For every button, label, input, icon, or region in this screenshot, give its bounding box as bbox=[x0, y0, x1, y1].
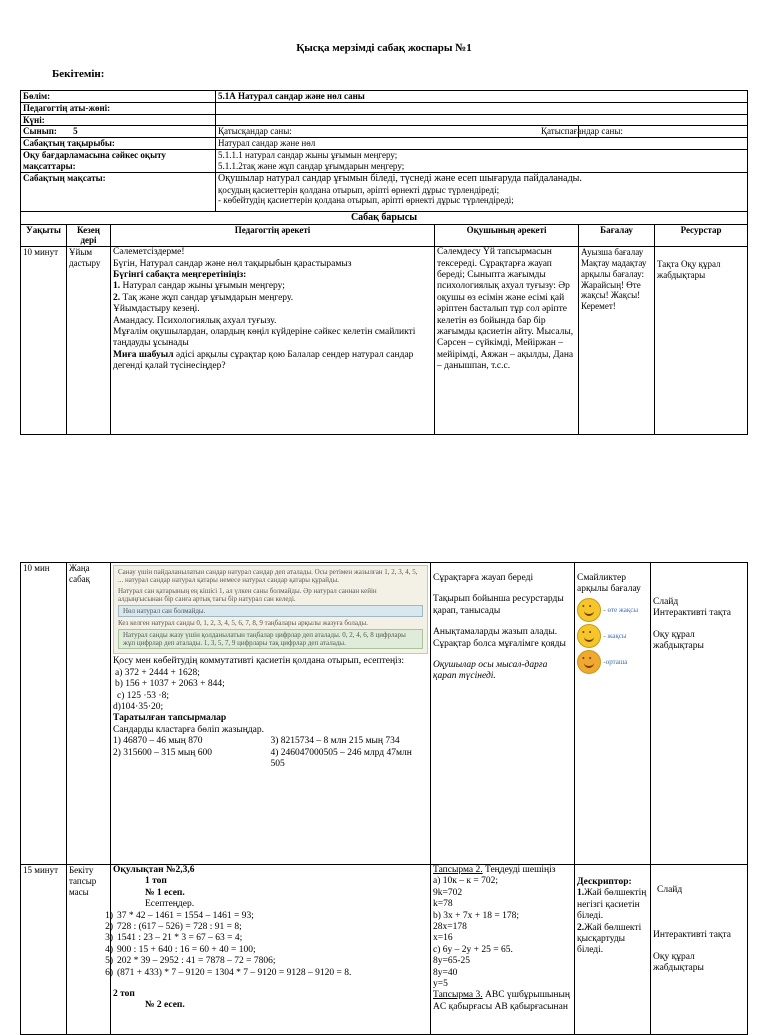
book-text-4: Кез келген натурал санды 0, 1, 2, 3, 4, 5, 6, 7, 8, 9 таңбалары арқылы жазуға болады. bbox=[118, 619, 368, 628]
topic-intro: Бүгін, Натурал сандар және нөл тақырыбын қарастырамыз bbox=[113, 258, 352, 269]
goal-3: - көбейтудің қасиеттерін қолдана отырып, әріпті өрнекті дұрыс түрлендіреді; bbox=[218, 195, 514, 206]
eq-10: y=5 bbox=[433, 978, 448, 989]
col-assess: Бағалау bbox=[579, 224, 655, 247]
class-label: Сынып: bbox=[23, 126, 57, 137]
row2-time: 10 мин bbox=[21, 563, 67, 865]
task-a: a) 372 + 2444 + 1628; bbox=[115, 667, 200, 678]
col-student: Оқушының әрекеті bbox=[435, 224, 579, 247]
rating-good: • • - жақсы bbox=[577, 624, 648, 648]
date-value bbox=[216, 114, 748, 126]
smiley-choice: Мұғалім оқушылардан, олардың көңіл күйдеріне сәйкес келетін смайликті таңдауды ұсынады bbox=[113, 326, 416, 349]
col-resource: Ресурстар bbox=[655, 224, 748, 247]
resource-tools: Оқу құрал жабдықтары bbox=[653, 629, 704, 652]
learn-2: 2. Тақ және жұп сандар ұғымдарын меңгеру. bbox=[113, 292, 294, 303]
group-2: 2 топ bbox=[113, 988, 135, 999]
row2-assess bbox=[575, 563, 651, 865]
handout-3: 3) 8215734 – 8 млн 215 мың 734 bbox=[270, 736, 400, 747]
col-stage: Кезең дері bbox=[67, 224, 111, 247]
calc-item-6: 6) (871 + 433) * 7 – 9120 = 1304 * 7 – 9120 = 9128 – 9120 = 8. bbox=[105, 967, 352, 978]
teacher-label: Педагогтің аты-жөні: bbox=[21, 102, 216, 114]
task-d: d)104·35·20; bbox=[113, 701, 164, 712]
handout-4: 4) 246047000505 – 246 млрд 47млн 505 bbox=[270, 747, 412, 769]
absent-label: Қатыспағандар саны: bbox=[579, 126, 748, 138]
row1-student: Сәлемдесу Үй тапсырмасын тексереді. Сұрақтарға жауап береді; Сыныпта жағымды психологиялық ахуал туғызу: Әр оқушы өз есімін және есімі қай әріптен басталып тұр сол әріпте келетін өз бойында бар бір жағымды қасиетін айту. Мысалы, Сәрсен – сүйкімді, Мейіржан – мейірімді, Аяжан – ақылды, Дана – данышпан, т.с.с. bbox=[435, 247, 579, 435]
eq-5: 28x=178 bbox=[433, 921, 467, 932]
row2-resource bbox=[651, 563, 748, 865]
row3-resource bbox=[651, 865, 748, 1035]
greeting: Сәлеметсіздерме! bbox=[113, 247, 185, 258]
student-answer: Сұрақтарға жауап береді bbox=[433, 573, 534, 583]
objectives-value bbox=[216, 149, 748, 172]
course-title: Сабақ барысы bbox=[21, 211, 748, 224]
section-value: 5.1А Натурал сандар және нөл саны bbox=[216, 91, 748, 103]
section-label: Бөлім: bbox=[21, 91, 216, 103]
row1-teacher bbox=[111, 247, 435, 435]
row3-time: 15 минут bbox=[21, 865, 67, 1035]
textbook-tasks: Оқулықтан №2,3,6 bbox=[113, 865, 195, 875]
handout-2: 2) 315600 – 315 мың 600 bbox=[113, 747, 213, 758]
row3-assess bbox=[575, 865, 651, 1035]
eq-9: 8y=40 bbox=[433, 967, 458, 978]
objective-2: 5.1.1.2тақ және жұп сандар ұғымдарын меңгеру; bbox=[218, 160, 405, 171]
textbook-excerpt bbox=[113, 565, 428, 654]
lesson-steps-table bbox=[20, 562, 748, 1035]
objectives-label: Оқу бағдарламасына сәйкес оқыту мақсаттары: bbox=[21, 149, 216, 172]
calc-item-1: 1) 37 * 42 – 1461 = 1554 – 1461 = 93; bbox=[105, 910, 254, 921]
row3-student bbox=[431, 865, 575, 1035]
row2-student bbox=[431, 563, 575, 865]
eq-2: 9k=702 bbox=[433, 887, 463, 898]
task-c: c) 125 ·53 ·8; bbox=[117, 690, 169, 701]
row2-stage: Жаңа сабақ bbox=[67, 563, 111, 865]
eq-7: c) 6y – 2y + 25 = 65. bbox=[433, 944, 513, 955]
eq-4: b) 3x + 7x + 18 = 178; bbox=[433, 910, 520, 921]
teacher-value bbox=[216, 102, 748, 114]
brainstorm: Миға шабуыл әдісі арқылы сұрақтар қою Балалар сендер натурал сандар дегенді қалай түсінесіңдер? bbox=[113, 349, 414, 372]
approve-label: Бекітемін: bbox=[52, 68, 105, 80]
student-definitions: Анықтамаларды жазып алады. Сұрақтар болса мұғалімге қояды bbox=[433, 627, 566, 649]
eq-3: k=78 bbox=[433, 899, 453, 910]
calc-item-4: 4) 900 : 15 + 640 : 16 = 60 + 40 = 100; bbox=[105, 944, 256, 955]
calc-item-5: 5) 202 * 39 – 2952 : 41 = 7878 – 72 = 7806; bbox=[105, 956, 276, 967]
eq-1: a) 10к – к = 702; bbox=[433, 876, 498, 887]
book-text-3: Нөл натурал сан болмайды. bbox=[118, 605, 423, 617]
row3-teacher bbox=[105, 865, 431, 1035]
smiley-good-icon bbox=[577, 624, 601, 648]
learn-1: 1. Натурал сандар жыны ұғымын меңгеру; bbox=[113, 281, 285, 292]
resource-slide: Слайд bbox=[653, 597, 679, 607]
student-resources: Тақырып бойынша ресурстарды қарап, танысады bbox=[433, 594, 564, 616]
handout-intro: Сандарды кластарға бөліп жазыңдар. bbox=[113, 724, 265, 735]
page-title: Қысқа мерзімді сабақ жоспары №1 bbox=[296, 42, 472, 54]
group-1: 1 топ bbox=[145, 876, 167, 887]
date-label: Күні: bbox=[21, 114, 216, 126]
topic-label: Сабақтың тақырыбы: bbox=[21, 138, 216, 150]
smiley-average-icon bbox=[577, 650, 601, 674]
row1-assess: Ауызша бағалау Мақтау мадақтау арқылы бағалау: Жарайсың! Өте жақсы! Жақсы! Керемет! bbox=[579, 247, 655, 435]
row1-time: 10 минут bbox=[21, 247, 67, 435]
student-examples: Оқушылар осы мысал-дарға қарап түсінеді. bbox=[433, 659, 548, 682]
rating-average: • • -орташа bbox=[577, 650, 648, 674]
class-value: 5 bbox=[73, 126, 78, 137]
objective-1: 5.1.1.1 натурал сандар жыны ұғымын меңгеру; bbox=[218, 149, 398, 160]
smiley-assess: Смайликтер арқылы бағалау bbox=[577, 573, 641, 595]
eq-6: x=16 bbox=[433, 933, 453, 944]
lesson-info-table bbox=[20, 90, 748, 435]
learn-head: Бүгінгі сабақта меңгеретініңіз: bbox=[113, 269, 247, 280]
problem-1: № 1 есеп. bbox=[145, 887, 185, 898]
task-3: Тапсырма 3. ABC үшбұрышының AC қабырғасы AB қабырғасынан bbox=[433, 990, 570, 1012]
handout-1: 1) 46870 – 46 мың 870 bbox=[113, 736, 203, 747]
calc-item-3: 3) 1541 : 23 – 21 * 3 = 67 – 63 = 4; bbox=[105, 933, 243, 944]
row2-teacher bbox=[111, 563, 431, 865]
rating-excellent: • • - өте жақсы bbox=[577, 598, 648, 622]
goal-1: Оқушылар натурал сандар ұғымын біледі, түснеді және есеп шығаруда пайдаланады. bbox=[218, 172, 582, 184]
present-label: Қатысқандар саны: bbox=[216, 126, 579, 138]
row1-resource: Тақта Оқу құрал жабдықтары bbox=[655, 247, 748, 435]
book-text-1: Санау үшін пайдаланылатын сандар натурал сандар деп аталады. Осы ретімен жазылған 1, 2, 3, 4, 5, ... натурал сандар натурал қатары немесе натурал сандар қатары құрайды. bbox=[118, 568, 418, 585]
resource-slide-2: Слайд bbox=[657, 885, 683, 895]
col-time: Уақыты bbox=[21, 224, 67, 247]
eq-8: 8y=65-25 bbox=[433, 956, 471, 967]
resource-board: Интерактивті тақта bbox=[653, 608, 732, 619]
psych-climate: Амандасу. Психологиялық ахуал туғызу. bbox=[113, 315, 277, 326]
handout-row-2 bbox=[113, 748, 428, 771]
task-intro: Қосу мен көбейтудің коммутативті қасиетін қолдана отырып, есептеңіз: bbox=[113, 656, 405, 667]
task-b: b) 156 + 1037 + 2063 + 844; bbox=[115, 679, 225, 690]
descriptor-2: 2.Жай бөлшекті қысқартуды біледі. bbox=[577, 922, 642, 956]
book-text-2: Натурал сан қатарының ең кішісі 1, ал үлкен саны болмайды. Әр натурал саннан кейін алдыңғысынан бір санға артық тағы бір натурал сан келеді. bbox=[118, 587, 377, 604]
descriptor-head: Дескриптор: bbox=[577, 877, 632, 887]
smiley-excellent-icon bbox=[577, 598, 601, 622]
calc-label: Есептеңдер. bbox=[145, 899, 195, 910]
goal-2: қосудың қасиеттерін қолдана отырып, әріпті өрнекті дұрыс түрлендіреді; bbox=[218, 184, 500, 195]
book-text-5: Натурал санды жазу үшін қолданылатын таңбалар цифрлар деп аталады. 0, 2, 4, 6, 8 цифрлары жұп цифрлар деп аталады. 1, 3, 5, 7, 9 цифрлары тақ цифрлар деп аталады. bbox=[118, 629, 423, 649]
class-cell bbox=[21, 126, 216, 138]
col-teacher: Педагогтің әрекеті bbox=[111, 224, 435, 247]
goal-label: Сабақтың мақсаты: bbox=[21, 172, 216, 211]
resource-board-2: Интерактивті тақта bbox=[653, 930, 732, 941]
handout-row-1 bbox=[113, 736, 428, 747]
handout-head: Таратылған тапсырмалар bbox=[113, 713, 227, 724]
goal-value bbox=[216, 172, 748, 211]
resource-tools-2: Оқу құрал жабдықтары bbox=[653, 951, 704, 974]
org-stage: Ұйымдастыру кезеңі. bbox=[113, 304, 200, 315]
calc-item-2: 2) 728 : (617 – 526) = 728 : 91 = 8; bbox=[105, 921, 242, 932]
topic-value: Натурал сандар және нөл bbox=[216, 138, 748, 150]
task-2: Тапсырма 2. Теңдеуді шешіңіз bbox=[433, 865, 556, 875]
row3-stage: Бекіту тапсыр масы bbox=[67, 865, 111, 1035]
row1-stage: Ұйым дастыру bbox=[67, 247, 111, 435]
descriptor-1: 1.Жай бөлшектің негізгі қасиетін біледі. bbox=[577, 888, 647, 922]
problem-2: № 2 есеп. bbox=[145, 1000, 185, 1011]
